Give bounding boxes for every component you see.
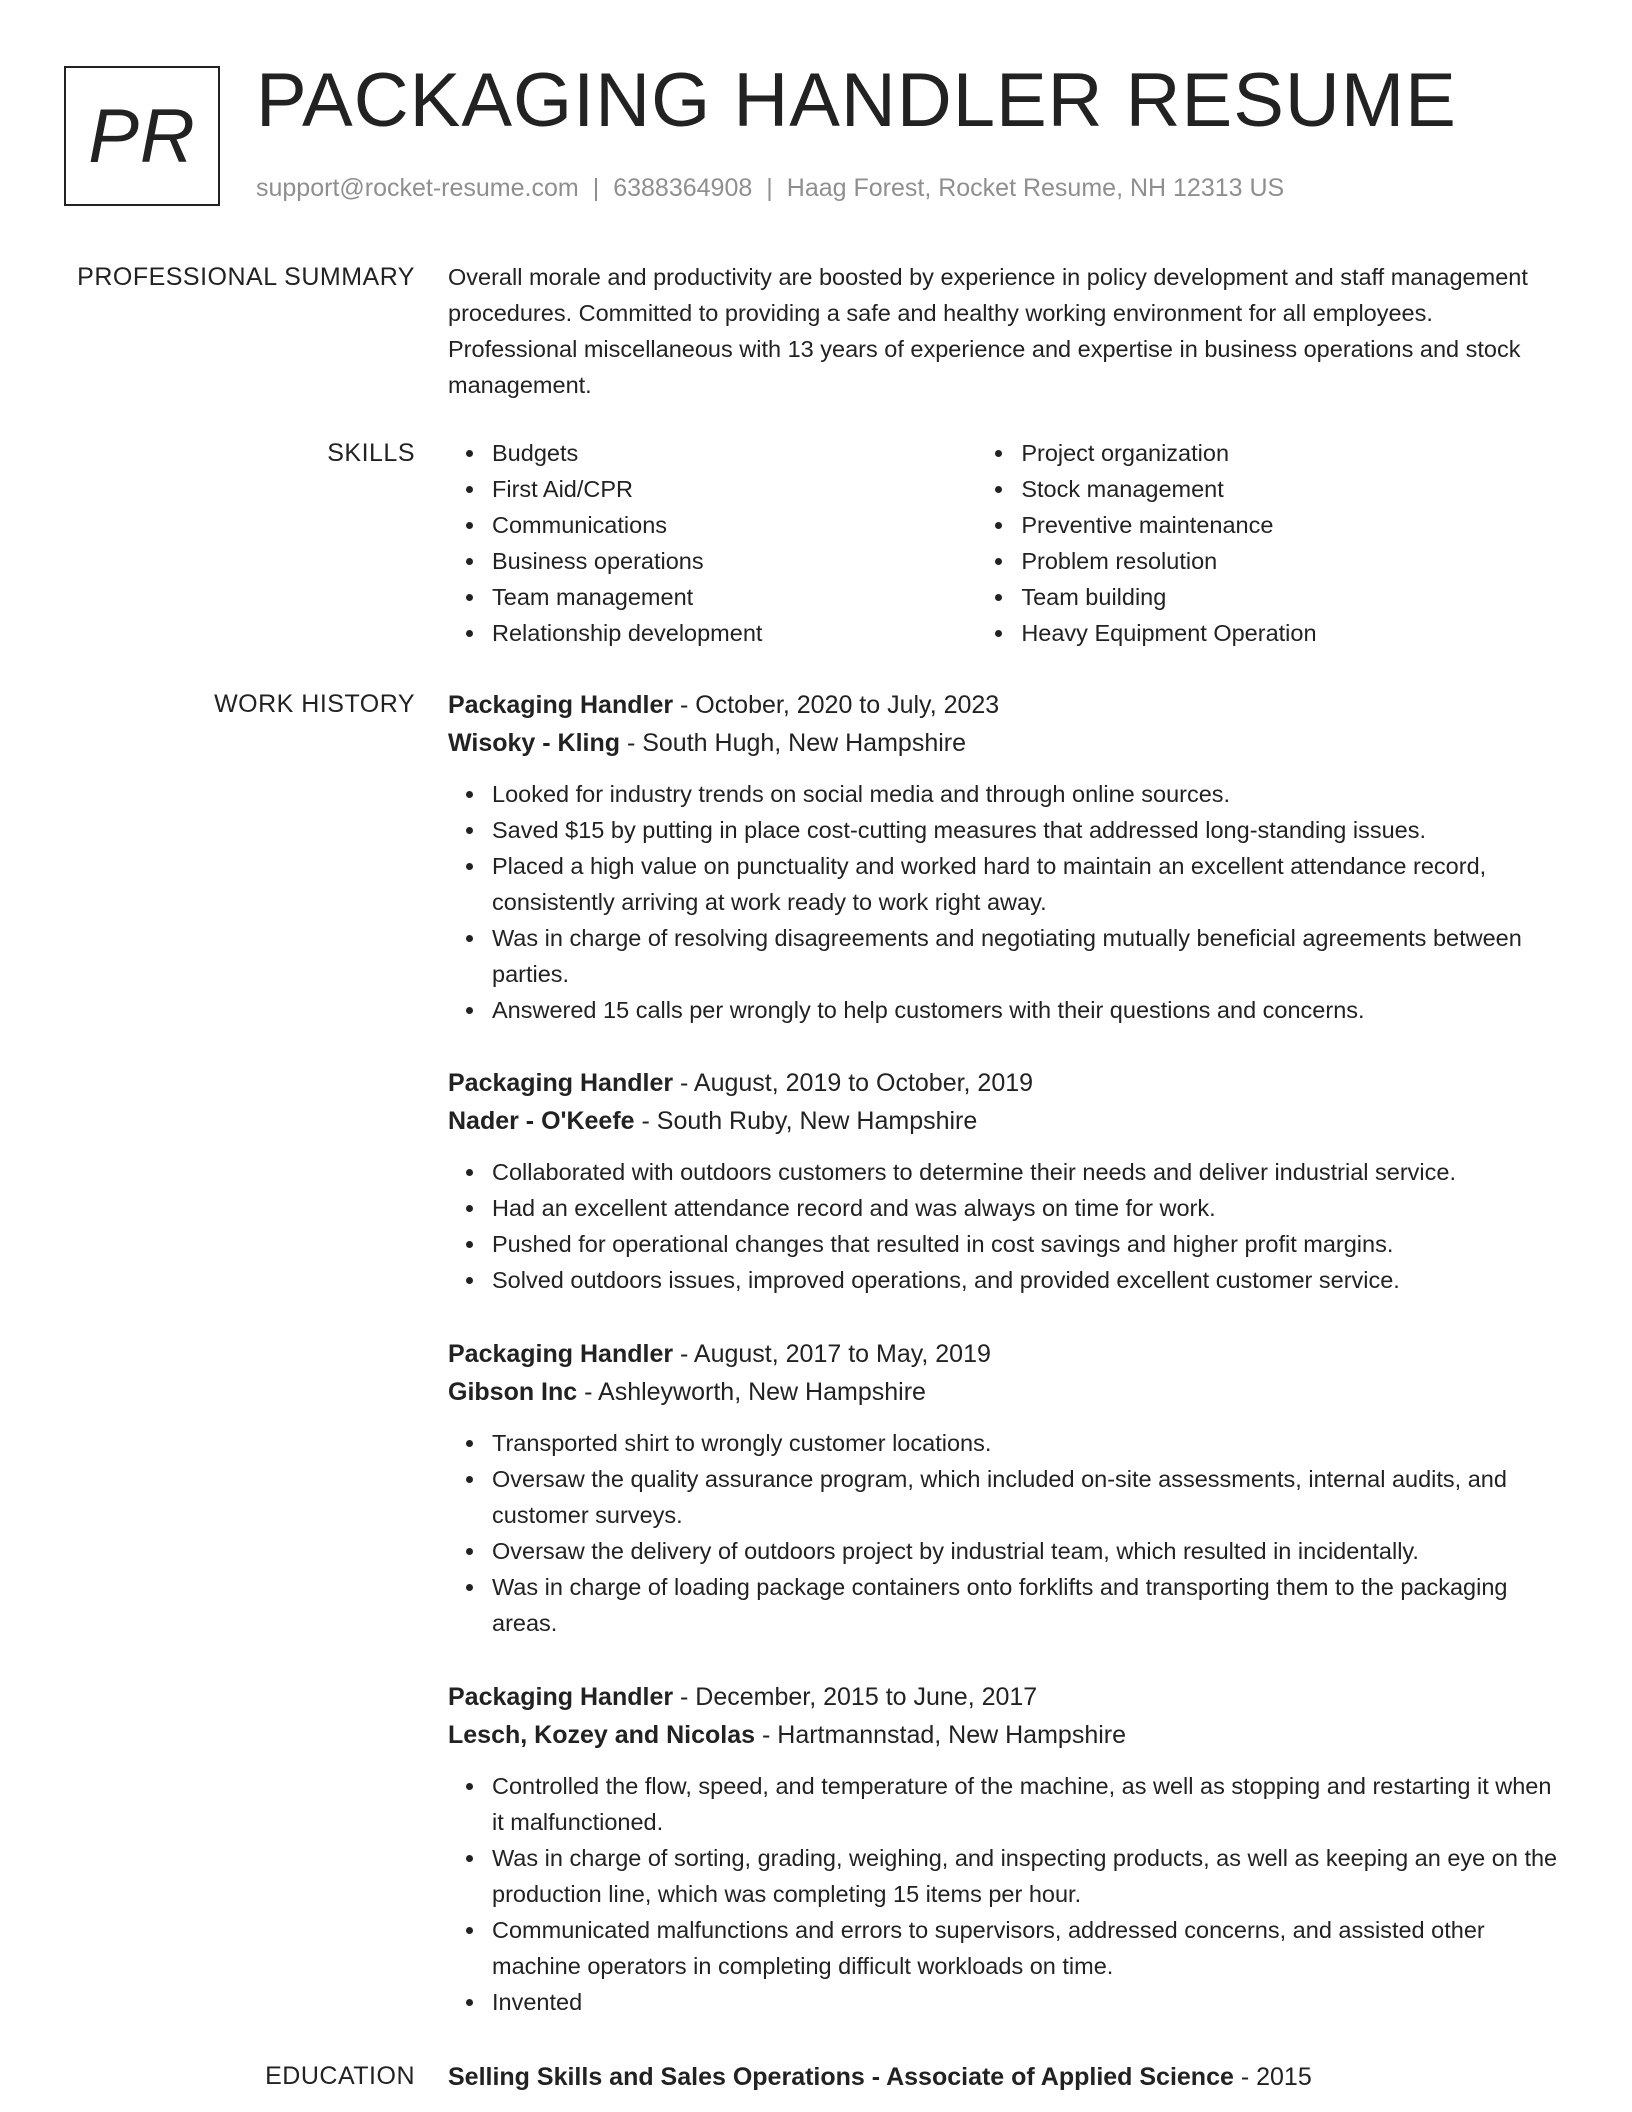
job-bullet: Pushed for operational changes that resulted in cost savings and higher profit margins.: [492, 1226, 1568, 1262]
job-title-line: [448, 1678, 1568, 1716]
job-bullet: Transported shirt to wrongly customer locations.: [492, 1425, 1568, 1461]
job-company-line: [448, 1716, 1568, 1754]
job-title-line: [448, 686, 1568, 724]
job-bullet: Answered 15 calls per wrongly to help customers with their questions and concerns.: [492, 992, 1568, 1028]
monogram-box: [64, 66, 220, 206]
job-entry: [448, 1335, 1568, 1641]
job-location: - Hartmannstad, New Hampshire: [755, 1721, 1127, 1749]
education-degree-line: [448, 2058, 1568, 2096]
job-company: Gibson Inc: [448, 1378, 578, 1406]
job-location: - Ashleyworth, New Hampshire: [577, 1378, 926, 1406]
job-company: Lesch, Kozey and Nicolas: [448, 1721, 756, 1749]
job-bullet: Communicated malfunctions and errors to supervisors, addressed concerns, and assisted other machine operators in completing difficult workloads on time.: [492, 1912, 1568, 1984]
skill-item: First Aid/CPR: [492, 471, 977, 507]
contact-address: Haag Forest, Rocket Resume, NH 12313 US: [786, 174, 1285, 202]
skill-item: Business operations: [492, 543, 977, 579]
monogram-initials: PR: [88, 93, 196, 179]
job-bullet: Invented: [492, 1984, 1568, 2020]
job-title: Packaging Handler: [448, 1340, 674, 1368]
job-location: - South Ruby, New Hampshire: [634, 1107, 978, 1135]
section-label-education: EDUCATION: [265, 2062, 415, 2090]
section-label-summary: PROFESSIONAL SUMMARY: [77, 263, 415, 291]
job-bullets: [448, 1768, 1568, 2020]
job-bullet: Had an excellent attendance record and was always on time for work.: [492, 1190, 1568, 1226]
job-bullet: Was in charge of resolving disagreements and negotiating mutually beneficial agreements between parties.: [492, 920, 1568, 992]
skill-item: Heavy Equipment Operation: [1021, 615, 1568, 651]
job-bullet: Was in charge of loading package containers onto forklifts and transporting them to the packaging areas.: [492, 1569, 1568, 1641]
job-bullet: Looked for industry trends on social media and through online sources.: [492, 776, 1568, 812]
resume-title: PACKAGING HANDLER RESUME: [256, 58, 1457, 143]
job-bullet: Collaborated with outdoors customers to determine their needs and deliver industrial service.: [492, 1154, 1568, 1190]
job-entry: [448, 1678, 1568, 2020]
summary-body: [448, 259, 1568, 403]
skills-list-left: [448, 435, 977, 651]
skill-item: Team management: [492, 579, 977, 615]
education-year: - 2015: [1233, 2063, 1312, 2091]
job-location: - South Hugh, New Hampshire: [620, 729, 966, 757]
section-label-skills: SKILLS: [327, 439, 415, 467]
job-dates: - August, 2019 to October, 2019: [673, 1069, 1034, 1097]
skill-item: Problem resolution: [1021, 543, 1568, 579]
contact-separator: |: [766, 174, 773, 202]
job-company-line: [448, 1373, 1568, 1411]
job-bullets: [448, 1425, 1568, 1641]
contact-line: [256, 174, 1284, 203]
education-body: [448, 2058, 1568, 2096]
job-company: Wisoky - Kling: [448, 729, 621, 757]
skill-item: Project organization: [1021, 435, 1568, 471]
job-entry: [448, 1064, 1568, 1298]
job-company-line: [448, 1102, 1568, 1140]
contact-email[interactable]: support@rocket-resume.com: [256, 174, 579, 202]
job-bullet: Oversaw the delivery of outdoors project by industrial team, which resulted in incidentally.: [492, 1533, 1568, 1569]
job-bullet: Controlled the flow, speed, and temperature of the machine, as well as stopping and restarting it when it malfunctioned.: [492, 1768, 1568, 1840]
job-title-line: [448, 1335, 1568, 1373]
job-dates: - December, 2015 to June, 2017: [673, 1683, 1038, 1711]
summary-text: Overall morale and productivity are boosted by experience in policy development and staff management procedures. Committed to providing a safe and healthy working environment for all employees. Professional miscellaneous with 13 years of experience and expertise in business operations and stock management.: [448, 264, 1528, 398]
job-title: Packaging Handler: [448, 1069, 674, 1097]
contact-phone[interactable]: 6388364908: [613, 174, 753, 202]
job-title: Packaging Handler: [448, 691, 674, 719]
skills-body: [448, 435, 1568, 651]
skills-list-right: [977, 435, 1568, 651]
job-bullet: Was in charge of sorting, grading, weighing, and inspecting products, as well as keeping an eye on the production line, which was completing 15 items per hour.: [492, 1840, 1568, 1912]
job-bullet: Placed a high value on punctuality and worked hard to maintain an excellent attendance record, consistently arriving at work ready to work right away.: [492, 848, 1568, 920]
job-company: Nader - O'Keefe: [448, 1107, 635, 1135]
contact-separator: |: [592, 174, 600, 202]
education-degree: Selling Skills and Sales Operations - Associate of Applied Science: [448, 2063, 1234, 2091]
job-title: Packaging Handler: [448, 1683, 674, 1711]
skill-item: Budgets: [492, 435, 977, 471]
job-title-line: [448, 1064, 1568, 1102]
job-bullet: Saved $15 by putting in place cost-cutting measures that addressed long-standing issues.: [492, 812, 1568, 848]
section-label-work-history: WORK HISTORY: [214, 690, 415, 718]
skill-item: Communications: [492, 507, 977, 543]
job-entry: [448, 686, 1568, 1028]
job-dates: - August, 2017 to May, 2019: [673, 1340, 991, 1368]
skill-item: Preventive maintenance: [1021, 507, 1568, 543]
job-dates: - October, 2020 to July, 2023: [673, 691, 1000, 719]
skill-item: Stock management: [1021, 471, 1568, 507]
job-bullets: [448, 776, 1568, 1028]
job-bullet: Solved outdoors issues, improved operations, and provided excellent customer service.: [492, 1262, 1568, 1298]
skill-item: Relationship development: [492, 615, 977, 651]
job-bullets: [448, 1154, 1568, 1298]
job-bullet: Oversaw the quality assurance program, which included on-site assessments, internal audits, and customer surveys.: [492, 1461, 1568, 1533]
skill-item: Team building: [1021, 579, 1568, 615]
job-company-line: [448, 724, 1568, 762]
